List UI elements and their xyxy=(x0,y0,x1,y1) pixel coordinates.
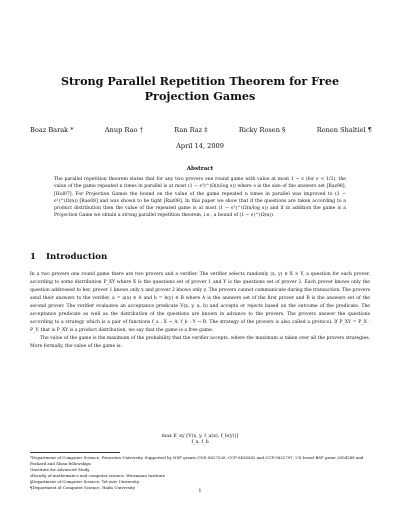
abstract-text: The parallel repetition theorem states that for any two provers one round game with value at most 1 − ϵ (for ϵ < 1/2), the value of the game repeated n times in parallel is at most (1 − ϵ³)^(Ω(n/log s)) where s is the size of the answers set [Raz98],[Hol07]. For Projection Games the bound on the value of the game repeated n times in parallel was improved to (1 − ϵ²)^(Ω(n)) [Rao08] and was shown to be tight [Raz08]. In this paper we show that if the questions are taken according to a product distribution then the value of the repeated game is at most (1 − ϵ²)^(Ω(n/log s)) and if in addition the game is a Projection Game we obtain a strong parallel repetition theorem, i.e., a bound of (1 − ϵ)^(Ω(n)). xyxy=(54,177,346,219)
section-heading xyxy=(30,252,107,262)
value-formula xyxy=(0,434,400,446)
formula-max: max xyxy=(161,434,172,439)
author-name: Boaz Barak * xyxy=(30,126,74,134)
paper-title-line-1: Strong Parallel Repetition Theorem for Free xyxy=(60,74,340,88)
section-title: Introduction xyxy=(46,252,108,262)
paper-title-line-2: Projection Games xyxy=(144,89,256,103)
footnote-rule xyxy=(30,452,120,453)
footnotes xyxy=(30,455,370,490)
author-list xyxy=(30,126,372,134)
author-name: Ricky Rosen § xyxy=(238,126,286,134)
body-paragraph: In a two provers one round game there are two provers and a verifier. The verifier selects randomly (x, y) ∈ X × Y, a question for each prover, according to some distribution P_XY where X is the questions set of prover 1 and Y is the questions set of prover 2. Each prover knows only the question addressed to her, prover 1 knows only x and prover 2 knows only y. The provers cannot communicate during the transaction. The provers send their answers to the verifier, a = a(x) ∈ A and b = b(y) ∈ B where A is the answers set of the first prover and B is the answers set of the second prover. The verifier evaluates an acceptance predicate V(x, y, a, b) and accepts or rejects based on the outcome of the predicate. The acceptance predicate as well as the distribution of the questions are known in advance to the provers. The provers answer the questions according to a strategy which is a pair of functions f_a : X → A, f_b : Y → B. The strategy of the provers is also called a protocol. If P_XY = P_X · P_Y, that is P_XY is a product distribution, we say that the game is a free game. xyxy=(30,272,370,333)
page-number: 1 xyxy=(198,488,202,494)
footnote: †Institute for Advanced Study xyxy=(30,466,90,472)
formula-expression: E_xy [V(x, y, f_a(x), f_b(y))] xyxy=(173,434,239,439)
section-body xyxy=(30,271,370,351)
abstract-heading: Abstract xyxy=(186,166,214,172)
author-name: Ronen Shaltiel ¶ xyxy=(316,126,372,134)
paper-date: April 14, 2009 xyxy=(176,142,224,150)
section-number: 1 xyxy=(30,252,36,262)
footnote: ‡Faculty of mathematics and computer science, Weizmann Institute xyxy=(30,472,166,478)
body-paragraph: The value of the game is the maximum of the probability that the verifier accepts, where the maximum is taken over all the provers strategies. More formally, the value of the game is: xyxy=(30,335,370,349)
paper-title xyxy=(40,74,360,104)
footnote: *Department of Computer Science, Princeton University. Supported by NSF grants CNS-0627526, CCF-0426582 and CCF-0832797, US-Israel BSF grant 2004288 and Packard and Sloan fellowships xyxy=(30,455,364,466)
author-name: Ran Raz ‡ xyxy=(174,126,208,134)
footnote: §Department of Computer Science, Tel-Aviv University. xyxy=(30,478,140,484)
author-name: Anup Rao † xyxy=(104,126,143,134)
abstract xyxy=(54,176,346,220)
formula-subscript: f_a, f_b xyxy=(191,440,209,445)
footnote: ¶Department of Computer Science, Haifa University. xyxy=(30,484,136,490)
